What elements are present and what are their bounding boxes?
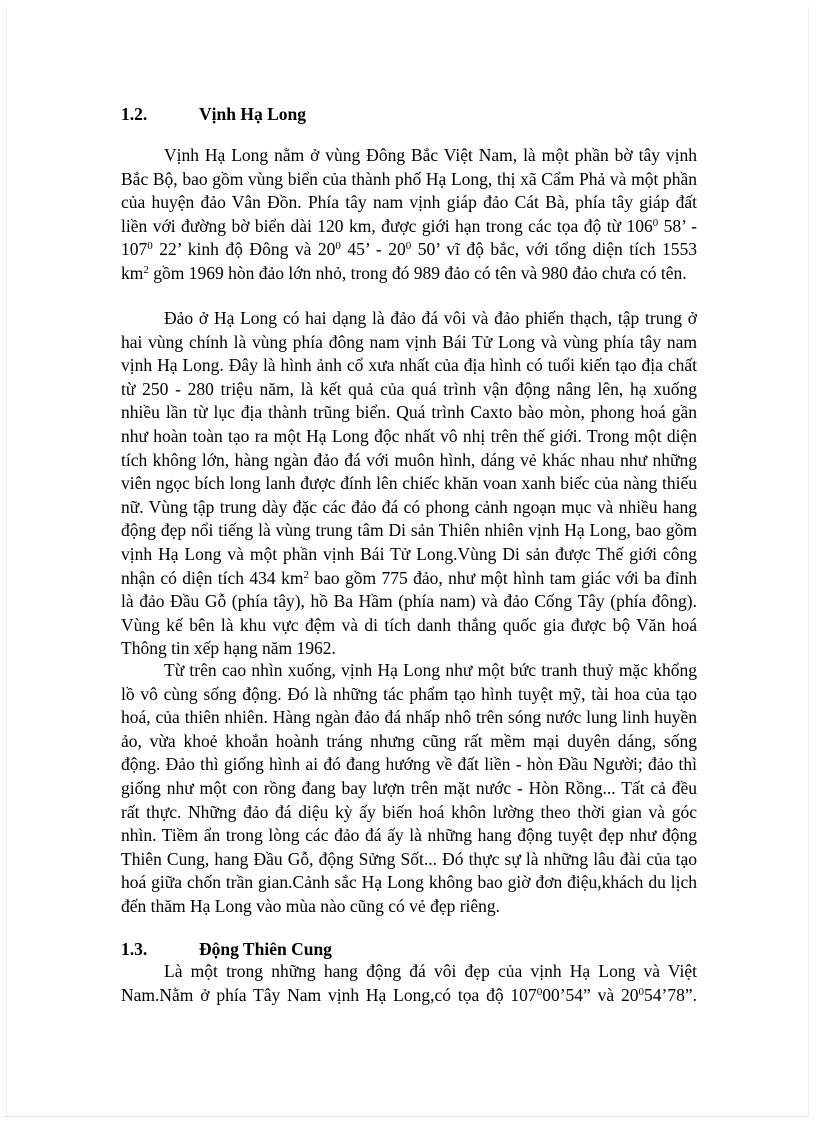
section-number: 1.3. xyxy=(121,939,148,959)
text-line: tích không lớn, hàng ngàn đảo đá với muôn hình, dáng vẻ khác nhau như những xyxy=(121,449,697,470)
text-line: Vịnh Hạ Long nằm ở vùng Đông Bắc Việt Nam, là một phần bờ tây vịnh xyxy=(164,145,697,165)
text-line: như hoàn toàn tạo ra một Hạ Long độc nhất vô nhị trên thế giới. Trong một diện xyxy=(121,425,697,446)
paragraph-scenery xyxy=(121,659,697,919)
text-line: Thiên Cung, hang Đầu Gỗ, động Sửng Sốt... Đó thực sự là những lâu đài của tạo xyxy=(121,848,697,869)
text-line: ảo, vừa khoẻ khoắn hoành tráng nhưng cũng rất mềm mại duyên dáng, sống xyxy=(121,730,697,751)
text-line: hoá giữa chốn trần gian.Cảnh sắc Hạ Long không bao giờ đơn điệu,khách du lịch xyxy=(121,872,697,893)
page-border-left xyxy=(6,6,8,1115)
text-line: liền với đường bờ biển dài 120 km, được giới hạn trong các tọa độ từ $106^0$ 58’ - xyxy=(121,215,697,236)
text-line: Vùng kế bên là khu vực đệm và di tích danh thắng quốc gia được bộ Văn hoá xyxy=(121,614,697,635)
text-line: nhận có diện tích 434 $km^2$ bao gồm 775 đảo, như một hình tam giác với ba đỉnh xyxy=(121,567,697,588)
text-line: là đảo Đầu Gỗ (phía tây), hồ Ba Hầm (phía nam) và đảo Cống Tây (phía đông). xyxy=(121,591,697,612)
paragraph-ha-long-location xyxy=(121,144,697,286)
text-line: giống như một con rồng đang bay lượn trên mặt nước - Hòn Rồng... Tất cả đều xyxy=(121,777,697,798)
section-number: 1.2. xyxy=(121,104,148,124)
text-line: nữ. Vùng tập trung dày đặc các đảo đá có phong cảnh ngoạn mục và nhiều hang xyxy=(121,496,697,517)
page-border-bottom xyxy=(6,1116,810,1118)
section-heading-1-3 xyxy=(121,939,332,959)
paragraph-islands xyxy=(121,307,697,661)
text-line: nhìn. Tiềm ẩn trong lòng các đảo đá ấy là những hang động tuyệt đẹp như động xyxy=(121,825,697,846)
text-line: Bắc Bộ, bao gồm vùng biển của thành phố Hạ Long, thị xã Cẩm Phả và một phần xyxy=(121,168,697,189)
text-line: $km^2$ gồm 1969 hòn đảo lớn nhỏ, trong đó 989 đảo có tên và 980 đảo chưa có tên. xyxy=(121,262,687,283)
paragraph-thien-cung xyxy=(121,960,697,1007)
section-heading-1-2 xyxy=(121,104,306,124)
text-line: vịnh Hạ Long và một phần vịnh Bái Tử Long.Vùng Di sản được Thế giới công xyxy=(121,543,697,564)
text-line: vịnh Hạ Long. Đây là hình ảnh cổ xưa nhất của địa hình có tuổi kiến tạo địa chất xyxy=(121,355,697,376)
text-line: động. Đảo thì giống hình ai đó đang hướng về đất liền - hòn Đầu Người; đảo thì xyxy=(121,754,697,775)
text-line: Nam.Nằm ở phía Tây Nam vịnh Hạ Long,có tọa độ $107^000’54$” và $20^054’78$”. xyxy=(121,984,697,1005)
text-line: Từ trên cao nhìn xuống, vịnh Hạ Long như một bức tranh thuỷ mặc khổng xyxy=(164,660,697,680)
text-line: hai vùng chính là vùng phía đông nam vịnh Bái Tử Long và vùng phía tây nam xyxy=(121,331,697,352)
text-line: Đảo ở Hạ Long có hai dạng là đảo đá vôi và đảo phiến thạch, tập trung ở xyxy=(164,308,697,328)
section-title: Động Thiên Cung xyxy=(199,939,332,959)
text-line: của huyện đảo Vân Đồn. Phía tây nam vịnh giáp đảo Cát Bà, phía tây giáp đất xyxy=(121,192,697,213)
text-line: Thông tin xếp hạng năm 1962. xyxy=(121,638,336,659)
text-line: rất thực. Những đảo đá diệu kỳ ấy biến hoá khôn lường theo thời gian và góc xyxy=(121,801,697,822)
page-border-right xyxy=(808,6,810,1115)
text-line: viên ngọc bích long lanh được đính lên chiếc khăn voan xanh biếc của nàng thiếu xyxy=(121,473,697,494)
text-line: động đẹp nổi tiếng là vùng trung tâm Di sản Thiên nhiên vịnh Hạ Long, bao gồm xyxy=(121,520,697,541)
text-line: $107^0$ 22’ kinh độ Đông và $20^0$ 45’ - $20^0$ 50’ vĩ độ bắc, với tổng diện tích 1553 xyxy=(121,239,697,260)
section-title: Vịnh Hạ Long xyxy=(199,104,306,124)
text-line: từ 250 - 280 triệu năm, là kết quả của quá trình vận động nâng lên, hạ xuống xyxy=(121,378,697,399)
text-line: đến thăm Hạ Long vào mùa nào cũng có vẻ đẹp riêng. xyxy=(121,895,501,916)
text-line: Là một trong những hang động đá vôi đẹp của vịnh Hạ Long và Việt xyxy=(164,961,697,981)
text-line: hoá, của thiên nhiên. Hàng ngàn đảo đá nhấp nhô trên sóng nước lung linh huyền xyxy=(121,707,697,728)
text-line: lồ vô cùng sống động. Đó là những tác phẩm tạo hình tuyệt mỹ, tài hoa của tạo xyxy=(121,683,697,704)
text-line: nhiều lần từ lục địa thành trũng biển. Quá trình Caxto bào mòn, phong hoá gần xyxy=(121,402,697,423)
